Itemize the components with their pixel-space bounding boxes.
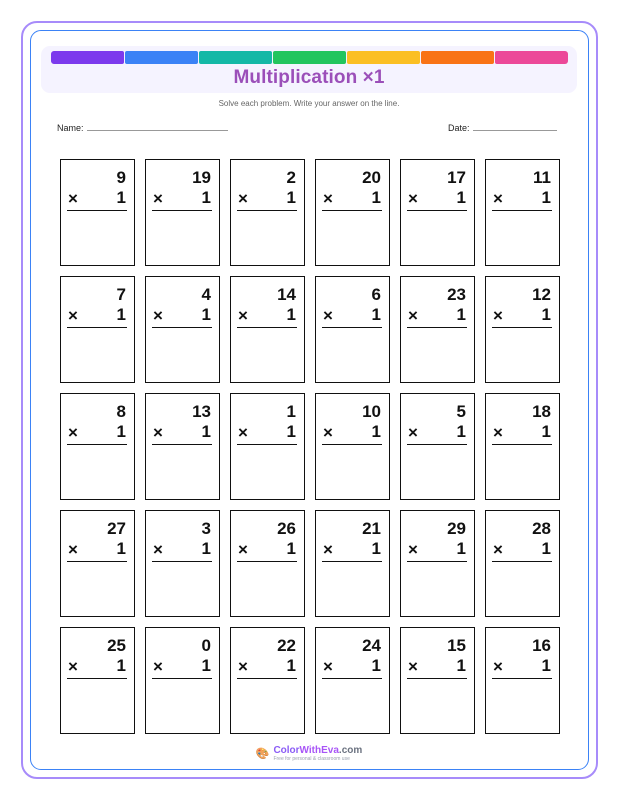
color-bar-segment [199,51,272,64]
color-bar-segment [51,51,124,64]
answer-line [322,678,382,679]
rainbow-color-bar [51,51,568,64]
multiplicand: 18 [532,402,551,421]
multiply-sign-icon: × [68,189,78,208]
answer-line [322,444,382,445]
answer-line [492,210,552,211]
answer-line [322,327,382,328]
problem-grid [60,159,560,734]
multiplicand: 28 [532,519,551,538]
multiplicand: 0 [201,636,211,655]
multiplier: 1 [456,188,466,207]
multiplicand: 11 [533,168,551,187]
answer-line [67,561,127,562]
problem-card[interactable] [60,393,135,500]
date-label: Date: [448,123,470,133]
multiply-sign-icon: × [323,306,333,325]
problem-card[interactable] [400,159,475,266]
problem-card[interactable] [230,510,305,617]
multiplier: 1 [116,539,126,558]
multiplier: 1 [541,656,551,675]
problem-card[interactable] [400,627,475,734]
multiplicand: 27 [107,519,126,538]
color-bar-segment [347,51,420,64]
problem-card[interactable] [145,510,220,617]
multiplicand: 16 [532,636,551,655]
multiply-sign-icon: × [153,540,163,559]
brand-name [273,745,362,756]
footer [0,745,618,762]
multiplicand: 8 [116,402,126,421]
answer-line [407,678,467,679]
multiplicand: 19 [192,168,211,187]
answer-line [152,444,212,445]
multiplier: 1 [201,539,211,558]
multiply-sign-icon: × [408,540,418,559]
multiplicand: 22 [277,636,296,655]
multiply-sign-icon: × [323,189,333,208]
answer-line [492,327,552,328]
multiplier: 1 [116,422,126,441]
brand-tagline: Free for personal & classroom use [273,756,350,762]
multiplier: 1 [286,188,296,207]
multiplier: 1 [201,422,211,441]
multiplier: 1 [201,656,211,675]
brand-part-com: .com [338,745,363,756]
multiply-sign-icon: × [238,657,248,676]
answer-line [407,561,467,562]
problem-card[interactable] [60,159,135,266]
multiplier: 1 [456,656,466,675]
problem-card[interactable] [400,393,475,500]
answer-line [152,210,212,211]
footer-brand-block [273,745,362,762]
multiply-sign-icon: × [323,540,333,559]
multiply-sign-icon: × [238,189,248,208]
multiplicand: 2 [286,168,296,187]
problem-card[interactable] [145,627,220,734]
problem-card[interactable] [145,159,220,266]
answer-line [237,327,297,328]
multiplicand: 12 [532,285,551,304]
brand-part-witheva: WithEva [299,745,339,756]
problem-card[interactable] [400,276,475,383]
multiply-sign-icon: × [493,540,503,559]
multiplier: 1 [286,305,296,324]
multiplier: 1 [456,539,466,558]
problem-card[interactable] [145,393,220,500]
color-bar-segment [125,51,198,64]
problem-card[interactable] [485,276,560,383]
multiplier: 1 [116,656,126,675]
multiply-sign-icon: × [493,306,503,325]
worksheet-title: Multiplication ×1 [233,67,385,88]
multiplier: 1 [286,539,296,558]
multiplicand: 17 [447,168,466,187]
multiply-sign-icon: × [238,306,248,325]
multiply-sign-icon: × [68,657,78,676]
brand-part-color: Color [273,745,300,756]
color-bar-segment [273,51,346,64]
multiplicand: 3 [201,519,211,538]
multiply-sign-icon: × [408,306,418,325]
multiplier: 1 [371,188,381,207]
answer-line [67,678,127,679]
problem-card[interactable] [230,276,305,383]
multiplicand: 29 [447,519,466,538]
multiplicand: 26 [277,519,296,538]
multiplier: 1 [541,305,551,324]
multiply-sign-icon: × [493,189,503,208]
answer-line [237,561,297,562]
multiply-sign-icon: × [408,657,418,676]
multiplier: 1 [116,305,126,324]
answer-line [322,561,382,562]
answer-line [152,561,212,562]
name-blank-line[interactable] [87,122,228,131]
multiplier: 1 [371,539,381,558]
multiply-sign-icon: × [238,540,248,559]
multiplicand: 20 [362,168,381,187]
multiplier: 1 [371,656,381,675]
multiply-sign-icon: × [323,423,333,442]
multiplier: 1 [541,188,551,207]
multiplier: 1 [201,305,211,324]
multiply-sign-icon: × [493,657,503,676]
multiplier: 1 [371,422,381,441]
problem-card[interactable] [485,510,560,617]
multiply-sign-icon: × [153,306,163,325]
multiplier: 1 [286,422,296,441]
problem-card[interactable] [145,276,220,383]
multiply-sign-icon: × [238,423,248,442]
problem-card[interactable] [485,393,560,500]
multiplier: 1 [371,305,381,324]
multiplier: 1 [286,656,296,675]
multiplicand: 9 [116,168,126,187]
color-bar-segment [495,51,568,64]
multiply-sign-icon: × [408,423,418,442]
multiply-sign-icon: × [153,423,163,442]
multiplicand: 5 [456,402,466,421]
problem-card[interactable] [485,627,560,734]
problem-card[interactable] [230,627,305,734]
answer-line [407,327,467,328]
problem-card[interactable] [315,276,390,383]
multiply-sign-icon: × [153,189,163,208]
date-field [448,122,557,133]
multiplicand: 13 [192,402,211,421]
problem-card[interactable] [60,510,135,617]
multiply-sign-icon: × [153,657,163,676]
answer-line [152,327,212,328]
problem-card[interactable] [230,159,305,266]
multiplier: 1 [116,188,126,207]
problem-card[interactable] [315,627,390,734]
problem-card[interactable] [315,393,390,500]
answer-line [492,678,552,679]
problem-card[interactable] [60,627,135,734]
multiply-sign-icon: × [408,189,418,208]
answer-line [237,210,297,211]
problem-card[interactable] [230,393,305,500]
answer-line [492,444,552,445]
problem-card[interactable] [315,510,390,617]
multiplicand: 7 [116,285,126,304]
answer-line [492,561,552,562]
multiply-sign-icon: × [68,540,78,559]
color-bar-segment [421,51,494,64]
multiplicand: 25 [107,636,126,655]
answer-line [237,444,297,445]
multiplier: 1 [456,305,466,324]
palette-icon: 🎨 [255,747,270,760]
multiplier: 1 [456,422,466,441]
multiplicand: 10 [362,402,381,421]
problem-card[interactable] [400,510,475,617]
problem-card[interactable] [485,159,560,266]
instructions-text: Solve each problem. Write your answer on the line. [218,99,400,108]
answer-line [67,444,127,445]
multiplier: 1 [541,539,551,558]
multiplicand: 14 [277,285,296,304]
answer-line [67,327,127,328]
answer-line [407,444,467,445]
multiply-sign-icon: × [323,657,333,676]
multiplicand: 21 [362,519,381,538]
answer-line [152,678,212,679]
multiplier: 1 [201,188,211,207]
multiplicand: 15 [447,636,466,655]
answer-line [322,210,382,211]
answer-line [407,210,467,211]
answer-line [237,678,297,679]
problem-card[interactable] [60,276,135,383]
multiply-sign-icon: × [493,423,503,442]
name-label: Name: [57,123,84,133]
date-blank-line[interactable] [473,122,557,131]
multiplicand: 1 [286,402,296,421]
multiply-sign-icon: × [68,306,78,325]
problem-card[interactable] [315,159,390,266]
multiplicand: 4 [201,285,211,304]
multiplier: 1 [541,422,551,441]
name-field [57,122,228,133]
answer-line [67,210,127,211]
multiplicand: 24 [362,636,381,655]
multiplicand: 23 [447,285,466,304]
multiply-sign-icon: × [68,423,78,442]
multiplicand: 6 [371,285,381,304]
